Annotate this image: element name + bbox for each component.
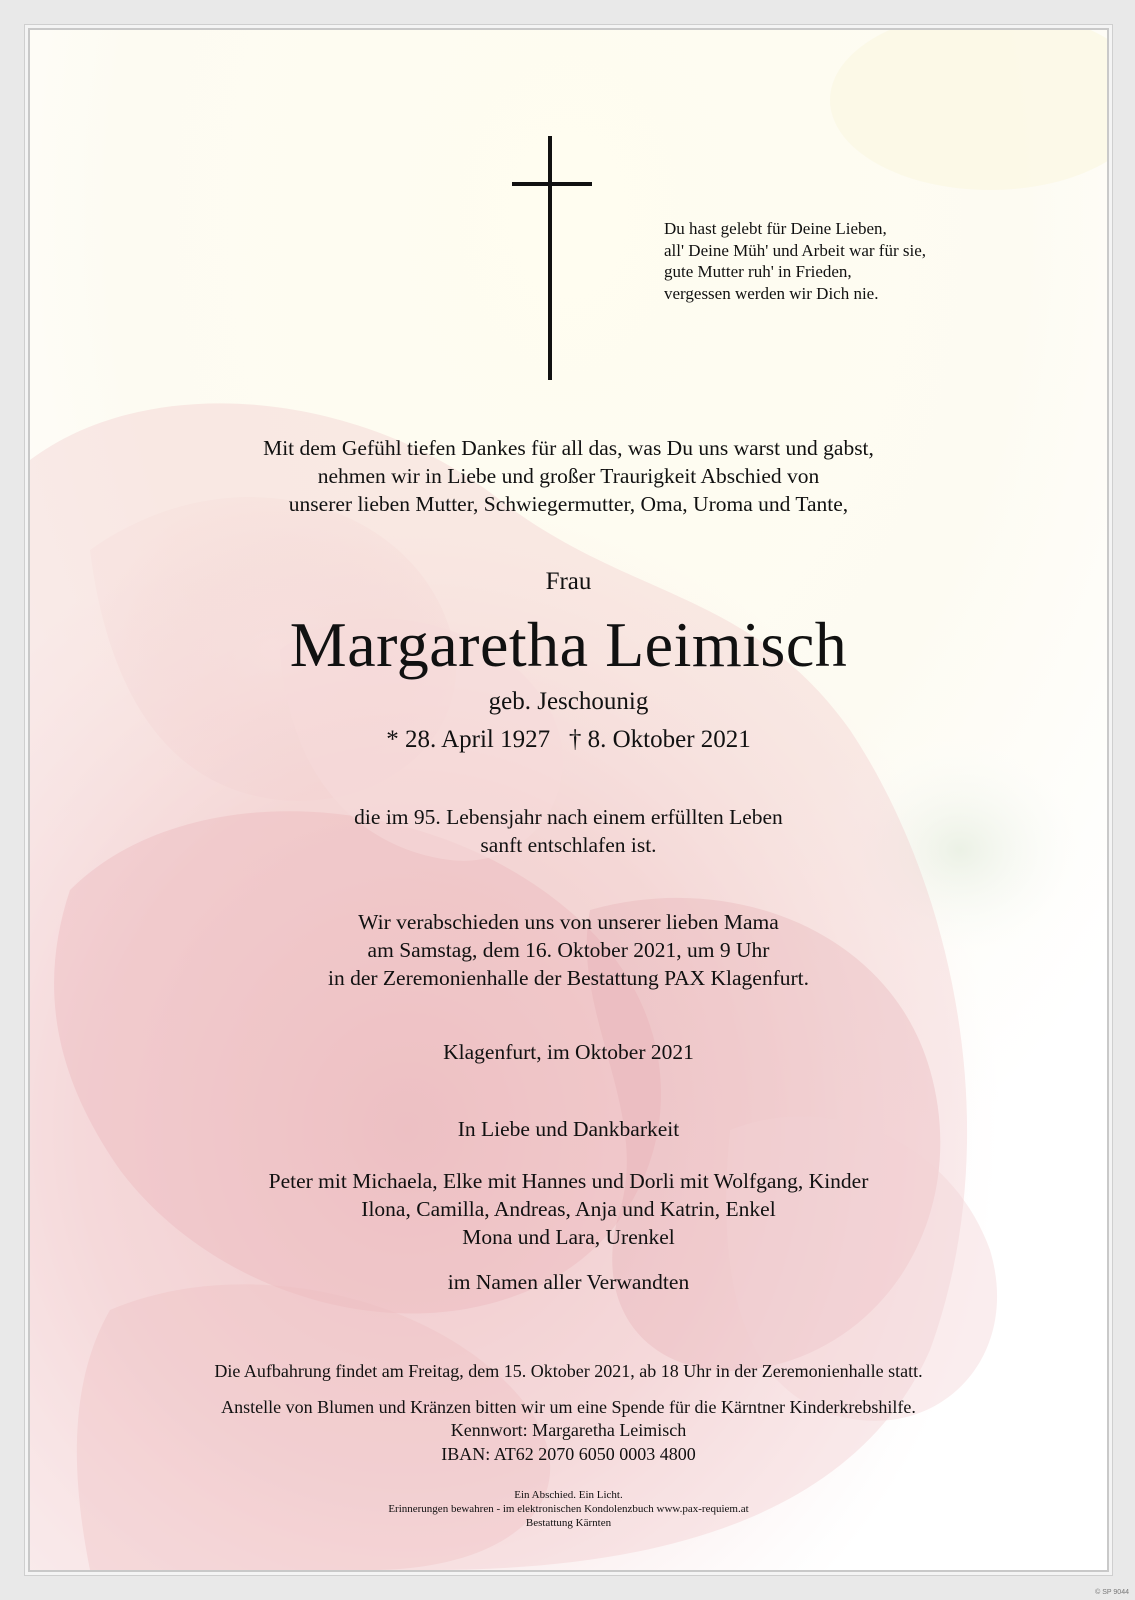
intro-line: nehmen wir in Liebe und großer Traurigkeit Abschied von bbox=[317, 464, 820, 488]
description-line: die im 95. Lebensjahr nach einem erfüllten Leben bbox=[354, 805, 783, 829]
footer bbox=[30, 1488, 1107, 1530]
salutation: Frau bbox=[545, 568, 592, 595]
farewell-text bbox=[30, 908, 1107, 992]
closing-phrase: In Liebe und Dankbarkeit bbox=[457, 1117, 680, 1141]
footer-line: Erinnerungen bewahren - im elektronischen Kondolenzbuch www.pax-requiem.at bbox=[388, 1503, 749, 1515]
farewell-line: Wir verabschieden uns von unserer lieben Mama bbox=[358, 910, 779, 934]
template-code: © SP 9044 bbox=[1095, 1589, 1129, 1596]
intro-line: Mit dem Gefühl tiefen Dankes für all das, was Du uns warst und gabst, bbox=[263, 436, 874, 460]
notes-section bbox=[30, 1360, 1107, 1466]
footer-line: Bestattung Kärnten bbox=[525, 1517, 612, 1529]
family-line: Peter mit Michaela, Elke mit Hannes und Dorli mit Wolfgang, Kinder bbox=[268, 1169, 869, 1193]
intro-text bbox=[30, 434, 1107, 518]
poem-verse bbox=[664, 218, 926, 304]
place-date: Klagenfurt, im Oktober 2021 bbox=[443, 1040, 694, 1064]
intro-line: unserer lieben Mutter, Schwiegermutter, Oma, Uroma und Tante, bbox=[288, 492, 849, 516]
footer-line: Ein Abschied. Ein Licht. bbox=[514, 1489, 623, 1501]
farewell-line: in der Zeremonienhalle der Bestattung PAX Klagenfurt. bbox=[327, 966, 810, 990]
family-list bbox=[30, 1167, 1107, 1251]
donation-iban: IBAN: AT62 2070 6050 0003 4800 bbox=[441, 1443, 696, 1464]
birth-name: geb. Jeschounig bbox=[488, 688, 649, 715]
description-text bbox=[30, 803, 1107, 859]
life-dates: * 28. April 1927 † 8. Oktober 2021 bbox=[386, 726, 751, 753]
family-line: Mona und Lara, Urenkel bbox=[462, 1225, 675, 1249]
obituary-card bbox=[28, 28, 1109, 1572]
poem-line: Du hast gelebt für Deine Lieben, bbox=[664, 219, 887, 238]
viewing-note: Die Aufbahrung findet am Freitag, dem 15. Oktober 2021, ab 18 Uhr in der Zeremonienhalle statt. bbox=[214, 1361, 923, 1381]
relatives-note: im Namen aller Verwandten bbox=[447, 1270, 690, 1294]
poem-line: gute Mutter ruh' in Frieden, bbox=[664, 262, 852, 281]
family-line: Ilona, Camilla, Andreas, Anja und Katrin, Enkel bbox=[361, 1197, 776, 1221]
poem-line: all' Deine Müh' und Arbeit war für sie, bbox=[664, 240, 927, 260]
poem-line: vergessen werden wir Dich nie. bbox=[664, 283, 879, 303]
description-line: sanft entschlafen ist. bbox=[480, 833, 657, 857]
donation-keyword: Kennwort: Margaretha Leimisch bbox=[450, 1420, 687, 1440]
deceased-name: Margaretha Leimisch bbox=[289, 609, 848, 680]
donation-note: Anstelle von Blumen und Kränzen bitten wir um eine Spende für die Kärntner Kinderkrebshilfe. bbox=[221, 1396, 916, 1417]
farewell-line: am Samstag, dem 16. Oktober 2021, um 9 Uhr bbox=[367, 938, 770, 962]
